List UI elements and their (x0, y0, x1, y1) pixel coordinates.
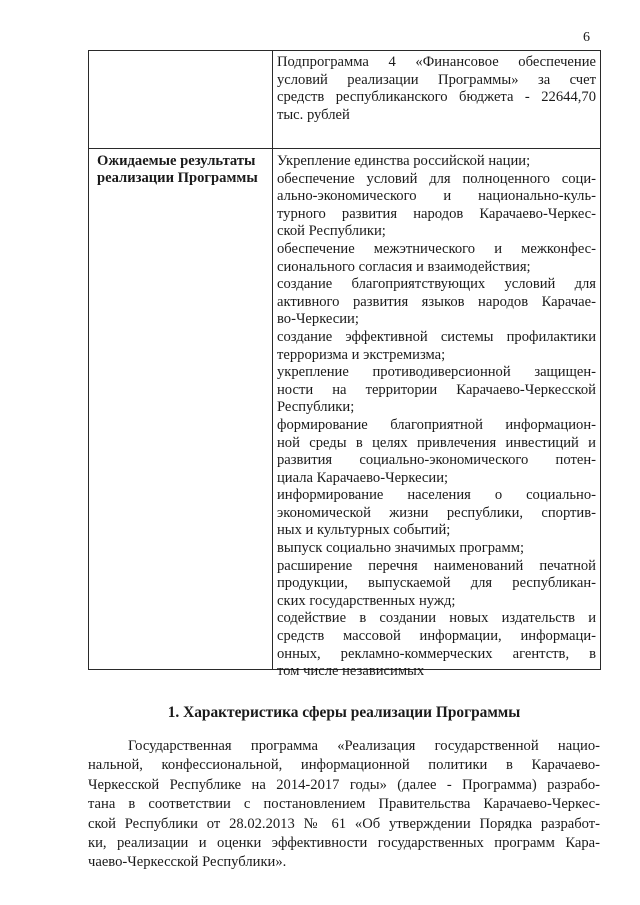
paragraph-line: Черкесской Республике на 2014-2017 годы» (далее - Программа) разрабо- (88, 776, 600, 793)
text-line: тыс. рублей (277, 106, 350, 123)
row-label (89, 51, 272, 55)
result-item-line: укрепление противодиверсионной защищен- (277, 364, 596, 381)
result-item-line: продукции, выпускаемой для республикан- (277, 575, 596, 592)
result-item-line: выпуск социально значимых программ; (277, 540, 525, 557)
table-cell-subprogram-4 (273, 51, 601, 149)
result-item-line: ских государственных нужд; (277, 592, 456, 609)
section-paragraph (88, 737, 600, 873)
label-line: Ожидаемые результаты (97, 153, 256, 169)
expected-results-text (273, 149, 600, 680)
result-item-line: обеспечение межэтнического и межконфес- (277, 240, 596, 257)
text-line: Подпрограмма 4 «Финансовое обеспечение (277, 54, 596, 70)
result-item-line: создание эффективной системы профилактики (277, 328, 596, 345)
result-item-line: онных, рекламно-коммерческих агентств, в (277, 645, 596, 662)
result-item-line: экономической жизни республики, спортив- (277, 504, 596, 521)
result-item-line: ной среды в целях привлечения инвестиций и (277, 434, 596, 451)
result-item-line: Укрепление единства российской нации; (277, 153, 531, 169)
result-item-line: ально-экономического и национально-куль- (277, 188, 596, 205)
result-item-line: сионального согласия и взаимодействия; (277, 258, 531, 275)
result-item-line: информирование населения о социально- (277, 487, 596, 504)
paragraph-line: ки, реализации и оценки эффективности государственных программ Кара- (88, 834, 600, 851)
result-item-line: циала Карачаево-Черкесии; (277, 469, 449, 486)
page-number: 6 (583, 30, 590, 45)
table-cell-expected-results-label (89, 149, 273, 670)
result-item-line: турного развития народов Карачаево-Черкес- (277, 205, 596, 222)
paragraph-line: ской Республики от 28.02.2013 № 61 «Об утверждении Порядка разработ- (88, 815, 600, 832)
result-item-line: формирование благоприятной информацион- (277, 416, 596, 433)
result-item-line: ных и культурных событий; (277, 522, 451, 539)
table-cell-label-empty (89, 51, 273, 149)
table-row-expected-results (89, 149, 601, 670)
paragraph-line: тана в соответствии с постановлением Правительства Карачаево-Черкес- (88, 796, 600, 813)
result-item-line: том числе независимых (277, 663, 425, 680)
table-cell-expected-results (273, 149, 601, 680)
paragraph-line: чаево-Черкесской Республики». (88, 854, 287, 871)
text-line: средств республиканского бюджета - 22644,70 (277, 89, 596, 106)
result-item-line: активного развития языков народов Карачае- (277, 293, 596, 310)
result-item-line: ской Республики; (277, 223, 386, 240)
paragraph-line: Государственная программа «Реализация государственной нацио- (128, 738, 600, 754)
table-row-subprogram-4 (89, 51, 601, 149)
result-item-line: развития социально-экономического потен- (277, 452, 596, 469)
result-item-line: ности на территории Карачаево-Черкесской (277, 381, 596, 398)
subprogram-4-text (273, 51, 600, 148)
expected-results-label (89, 149, 272, 187)
result-item-line: содействие в создании новых издательств и (277, 610, 596, 627)
label-line: реализации Программы (97, 170, 258, 186)
result-item-line: терроризма и экстремизма; (277, 346, 446, 363)
result-item-line: Республики; (277, 399, 355, 416)
result-item-line: расширение перечня наименований печатной (277, 557, 596, 574)
text-line: условий реализации Программы» за счет (277, 71, 596, 88)
result-item-line: создание благоприятствующих условий для (277, 276, 596, 293)
result-item-line: во-Черкесии; (277, 311, 359, 328)
program-passport-table (88, 50, 601, 680)
section-heading: 1. Характеристика сферы реализации Программы (167, 704, 521, 721)
paragraph-line: нальной, конфессиональной, информационной политики в Карачаево- (88, 757, 600, 774)
result-item-line: обеспечение условий для полноценного соци- (277, 170, 596, 187)
result-item-line: средств массовой информации, информаци- (277, 628, 596, 645)
